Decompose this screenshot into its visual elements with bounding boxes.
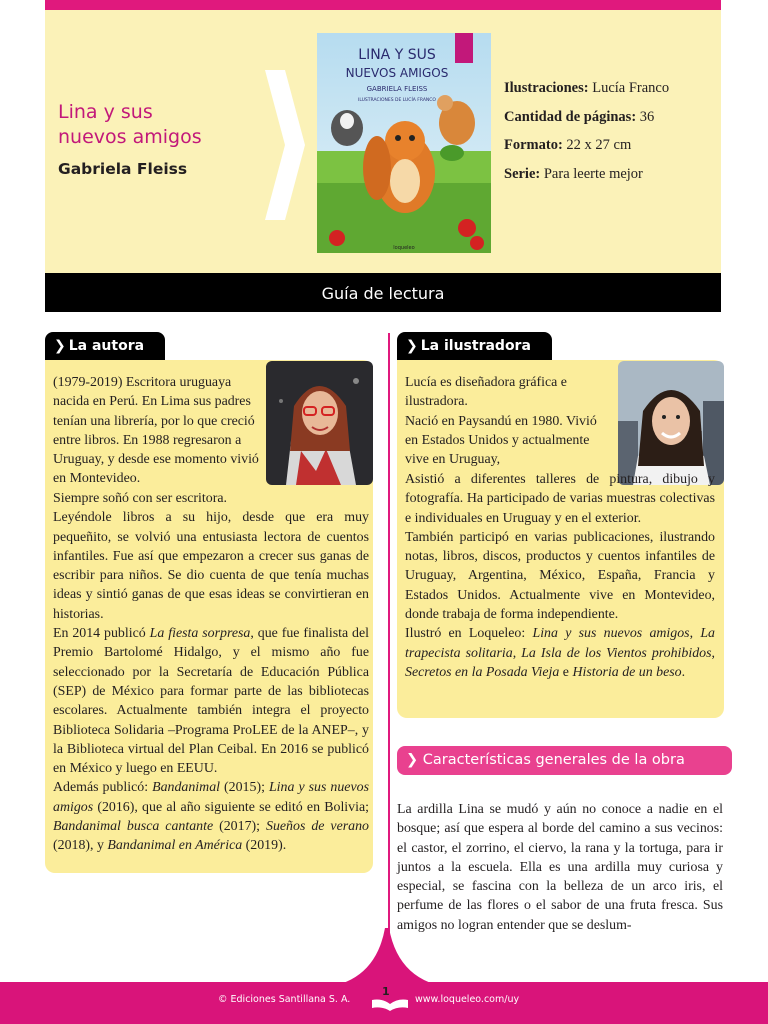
- book-title-ref: Lina y sus nuevos amigos: [53, 780, 369, 815]
- chevron-icon: [260, 70, 310, 220]
- autora-paragraph: Leyéndole libros a su hijo, desde que era muy pequeñito, se volvió una entusiasta lectora de cuentos infantiles. Fue así que empezaron a crecer sus ganas de escribir para niños. Se dio cuenta de que tenía muchas ideas y sintió ganas de que esas ideas se convirtieran en historias.: [53, 510, 369, 622]
- book-title-ref: Sueños de verano: [266, 819, 370, 835]
- caracteristicas-text: La ardilla Lina se mudó y aún no conoce a nadie en el bosque; así que espera al borde del camino a sus vecinos: el castor, el zorrino, el ciervo, la rana y la tortuga, para ir juntos a la escuela. Ella es una ardilla muy curiosa y especial, se fascina con la belleza de un arco iris, el perfume de las flores o el sabor de una fruta fresca. Sus amigos no logran entender que se deslum-: [397, 802, 723, 933]
- spec-label: Ilustraciones:: [504, 80, 589, 96]
- spec-value: 36: [639, 108, 655, 125]
- text-run: En 2014 publicó: [53, 626, 150, 642]
- spec-label: Formato:: [504, 137, 563, 153]
- page-number: 1: [382, 985, 390, 998]
- book-title: [58, 100, 258, 150]
- text-run: Además publicó:: [53, 780, 153, 796]
- spec-paginas: [504, 103, 669, 132]
- top-accent-bar: [45, 0, 721, 10]
- chevron-right-icon: ❯: [406, 752, 419, 768]
- autora-paragraph: [53, 624, 369, 778]
- book-title-ref: La Isla de los Vientos prohibidos: [521, 645, 712, 661]
- spec-label: Serie:: [504, 165, 541, 182]
- book-title-ref: Secretos en la Posada Vieja: [405, 664, 560, 680]
- tab-caracteristicas-label: Características generales de la obra: [422, 752, 685, 768]
- text-run: ,: [689, 626, 701, 642]
- text-run: e: [559, 664, 573, 680]
- book-title-ref: La fiesta sorpresa: [149, 626, 251, 642]
- tab-autora: [45, 332, 165, 360]
- spec-label: Cantidad de páginas:: [504, 108, 637, 125]
- open-book-icon: [370, 998, 410, 1012]
- text-run: (2018), y: [53, 838, 108, 854]
- book-title-ref: Bandanimal: [152, 780, 221, 796]
- tab-ilustradora: [397, 332, 552, 360]
- text-run: , que fue finalista del Premio Bartolomé Hidalgo, y el mismo año fue seleccionado por la Secretaría de Educación Pública (SEP) de México para formar parte de las bibliotecas escolares. Actualmente también integra el proyecto Biblioteca Solidaria –Programa ProLEE de la ANEP–, y la Biblioteca virtual del Plan Ceibal. En 2016 se publicó en México y luego en EEUU.: [53, 626, 370, 777]
- spec-value: Lucía Franco: [592, 80, 670, 96]
- cover-publisher: loqueleo: [393, 245, 415, 251]
- text-run: (2015);: [220, 780, 269, 796]
- footer-url[interactable]: www.loqueleo.com/uy: [415, 994, 520, 1005]
- footer-curve: [320, 928, 454, 988]
- tab-ilustradora-label: La ilustradora: [420, 338, 531, 354]
- tab-caracteristicas: [397, 746, 732, 775]
- chevron-right-icon: ❯: [406, 338, 418, 354]
- cover-author: GABRIELA FLEISS: [366, 85, 428, 93]
- book-title-line-1: Lina y sus: [58, 101, 153, 123]
- autora-paragraph: Siempre soñó con ser escritora.: [53, 491, 227, 506]
- footer-copyright: © Ediciones Santillana S. A.: [218, 994, 351, 1005]
- text-run: (2016), que al año siguiente se editó en Bolivia;: [93, 799, 369, 815]
- ilustradora-paragraph: Lucía es diseñadora gráfica e ilustradora.: [405, 375, 567, 410]
- book-author: Gabriela Fleiss: [58, 160, 188, 178]
- book-title-ref: Bandanimal en América: [107, 838, 243, 854]
- text-run: (2017);: [213, 819, 266, 835]
- cover-illustrator: ILUSTRACIONES DE LUCÍA FRANCO: [358, 98, 436, 103]
- author-photo: [266, 361, 373, 485]
- illustrator-photo: [618, 361, 724, 485]
- book-title-ref: Bandanimal busca cantante: [53, 819, 214, 835]
- spec-ilustraciones: [504, 74, 669, 103]
- tab-autora-label: La autora: [68, 338, 145, 354]
- autora-paragraph: [53, 778, 369, 855]
- book-cover: [317, 33, 491, 253]
- text-run: ,: [711, 645, 715, 661]
- text-run: Ilustró en Loqueleo:: [405, 626, 533, 642]
- autora-bio: [53, 489, 369, 856]
- book-title-ref: Historia de un beso: [572, 664, 682, 680]
- spec-value: 22 x 27 cm: [566, 137, 632, 153]
- text-run: (2019).: [242, 838, 287, 854]
- book-specs: [504, 74, 669, 188]
- ilustradora-paragraph: También participó en varias publicaciones, ilustrando notas, libros, discos, productos y cuentos infantiles de Uruguay, Argentina, México, España, Francia y Estados Unidos. Actualmente vive en Montevideo, donde trabaja de forma independiente.: [405, 529, 715, 623]
- ilustradora-paragraph: Nació en Paysandú en 1980. Vivió en Estados Unidos y actualmente vive en Uruguay,: [405, 413, 597, 468]
- text-run: ,: [512, 645, 522, 661]
- ilustradora-intro: [405, 373, 613, 469]
- spec-value: Para leerte mejor: [543, 165, 643, 182]
- ilustradora-paragraph: [405, 624, 715, 682]
- guide-title-bar: Guía de lectura: [45, 273, 721, 312]
- column-divider: [388, 333, 390, 933]
- book-title-ref: La trapecista solitaria: [405, 626, 715, 661]
- cover-title-line-2: NUEVOS AMIGOS: [345, 66, 449, 80]
- ilustradora-paragraph: Asistió a diferentes talleres de pintura, dibujo y fotografía. Ha participado de varias muestras colectivas e individuales en Uruguay y en el exterior.: [405, 472, 715, 526]
- book-title-line-2: nuevos amigos: [58, 126, 202, 148]
- book-header: [45, 10, 721, 273]
- spec-serie: [504, 160, 669, 189]
- ilustradora-bio: [405, 470, 715, 682]
- text-run: .: [681, 664, 686, 680]
- spec-formato: [504, 131, 669, 160]
- autora-intro: (1979-2019) Escritora uruguaya nacida en Perú. En Lima sus padres tenían una librería, por lo que creció entre libros. En 1988 regresaron a Uruguay, y desde ese momento vivió en Montevideo.: [53, 375, 259, 487]
- cover-title-line-1: LINA Y SUS: [358, 47, 436, 63]
- book-title-ref: Lina y sus nuevos amigos: [532, 626, 690, 642]
- chevron-right-icon: ❯: [54, 338, 66, 354]
